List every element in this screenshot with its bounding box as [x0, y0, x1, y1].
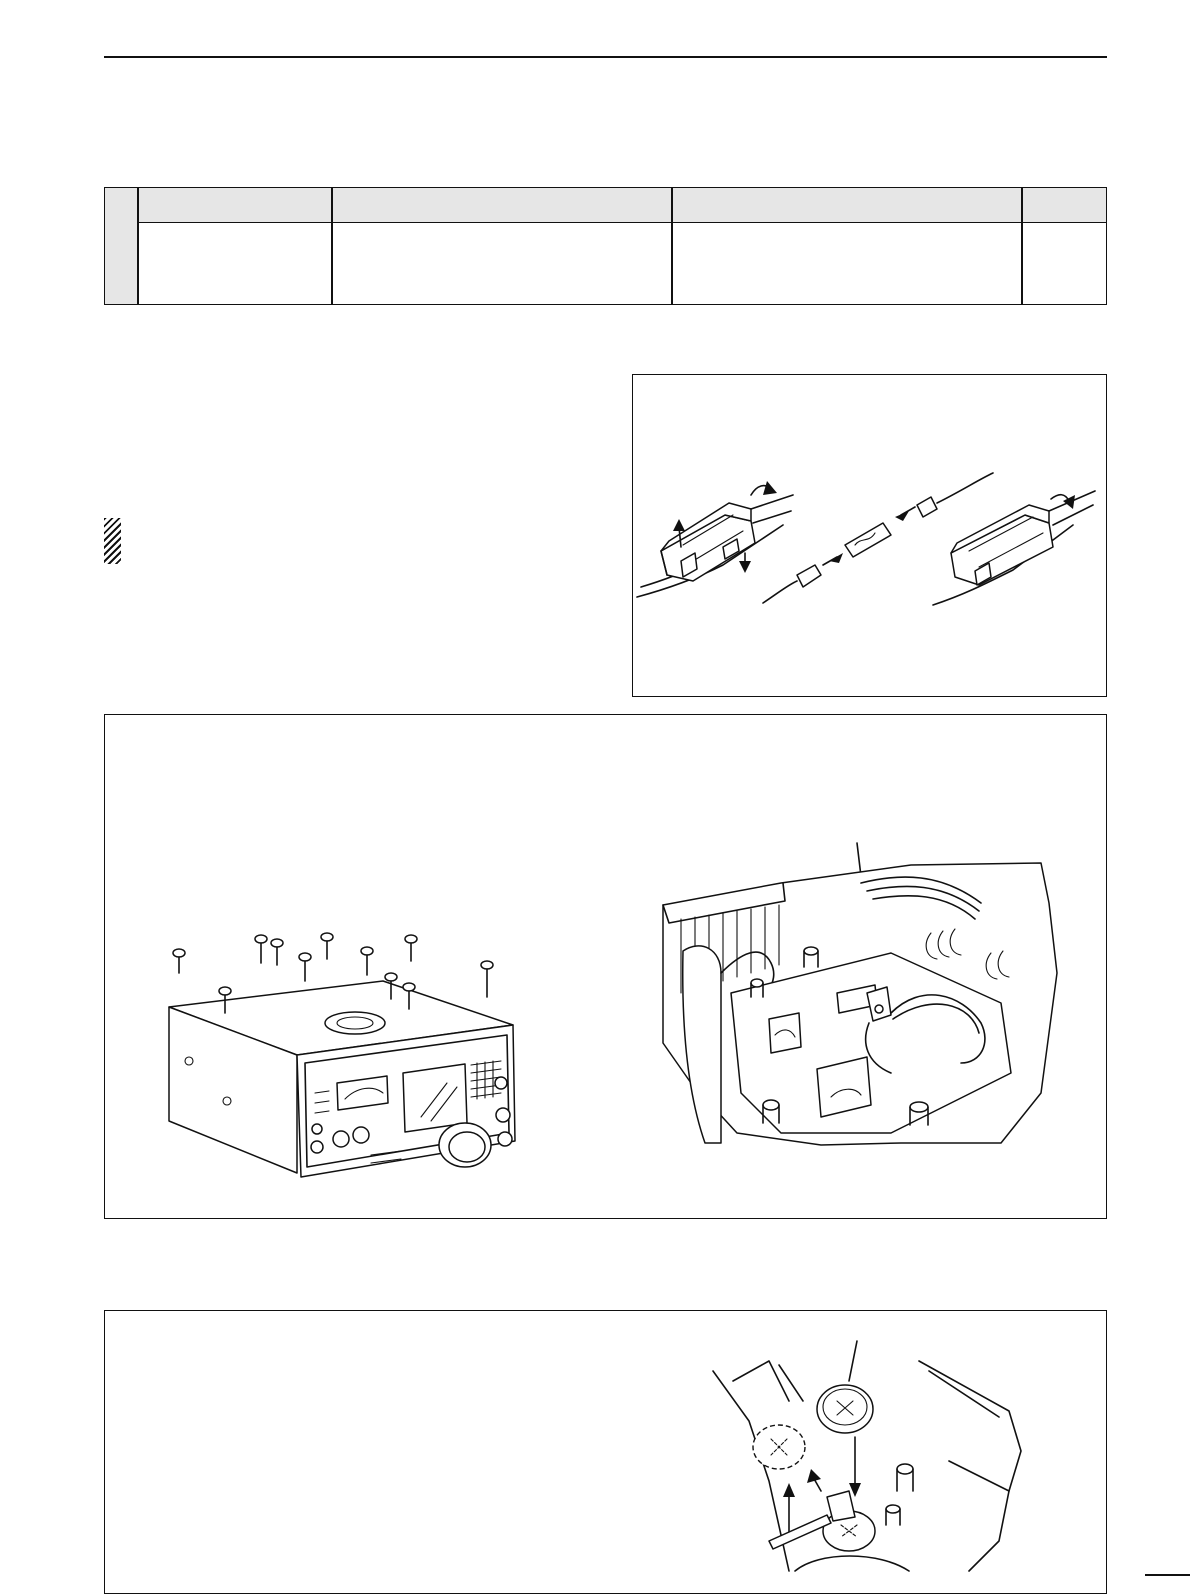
header-rule [104, 56, 1107, 58]
caution-marker [104, 518, 121, 564]
fuse-and-leads [763, 473, 993, 603]
table-row-marker [105, 222, 137, 304]
spec-table [104, 187, 1107, 305]
internal-fuse-location-diagram-icon [661, 843, 1061, 1173]
fuse-holder-figure [632, 374, 1107, 697]
fuse-holder-diagram-icon [633, 375, 1108, 698]
new-battery-icon [817, 1385, 873, 1433]
transceiver-screws-diagram-icon [165, 933, 545, 1193]
backup-battery-figure [104, 1310, 1107, 1594]
fuse-holder-open-left [637, 481, 793, 597]
backup-battery-replacement-diagram-icon [709, 1341, 1029, 1571]
fuse-holder-closed-right [933, 491, 1095, 605]
page-tab-edge [1145, 1574, 1190, 1576]
old-battery-icon [753, 1425, 805, 1469]
table-header-row [105, 188, 1106, 223]
cover-removal-figure [104, 714, 1107, 1219]
